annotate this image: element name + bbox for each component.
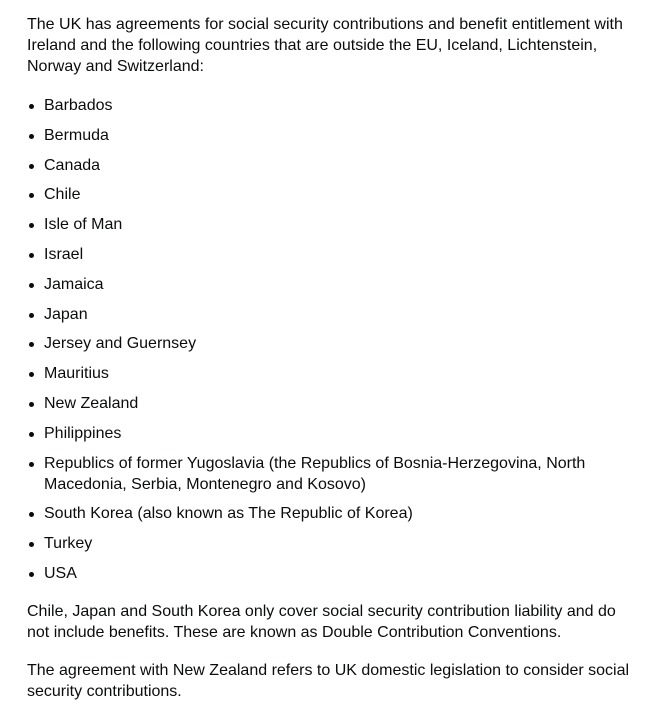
- contribution-conventions-paragraph: Chile, Japan and South Korea only cover social security contribution liability and do not include benefits. These are known as Double Contribution Conventions.: [27, 602, 616, 641]
- intro-paragraph: The UK has agreements for social security contributions and benefit entitlement with Ireland and the following countries that are outside the EU, Iceland, Lichtenstein, Norway and Switzerland:: [27, 16, 623, 75]
- list-item: Chile: [27, 184, 632, 205]
- list-item: Canada: [27, 155, 632, 176]
- country-list: [27, 95, 632, 584]
- list-item: New Zealand: [27, 393, 632, 414]
- list-item: Jamaica: [27, 274, 632, 295]
- list-item: Philippines: [27, 423, 632, 444]
- list-item: Mauritius: [27, 363, 632, 384]
- list-item: Bermuda: [27, 125, 632, 146]
- list-item: Israel: [27, 244, 632, 265]
- list-item: South Korea (also known as The Republic of Korea): [27, 503, 632, 524]
- list-item: USA: [27, 563, 632, 584]
- list-item: Barbados: [27, 95, 632, 116]
- list-item: Turkey: [27, 533, 632, 554]
- list-item: Japan: [27, 304, 632, 325]
- new-zealand-paragraph: The agreement with New Zealand refers to UK domestic legislation to consider social security contributions.: [27, 661, 630, 700]
- list-item: Republics of former Yugoslavia (the Republics of Bosnia-Herzegovina, North Macedonia, Serbia, Montenegro and Kosovo): [27, 453, 632, 495]
- list-item: Jersey and Guernsey: [27, 333, 632, 354]
- list-item: Isle of Man: [27, 214, 632, 235]
